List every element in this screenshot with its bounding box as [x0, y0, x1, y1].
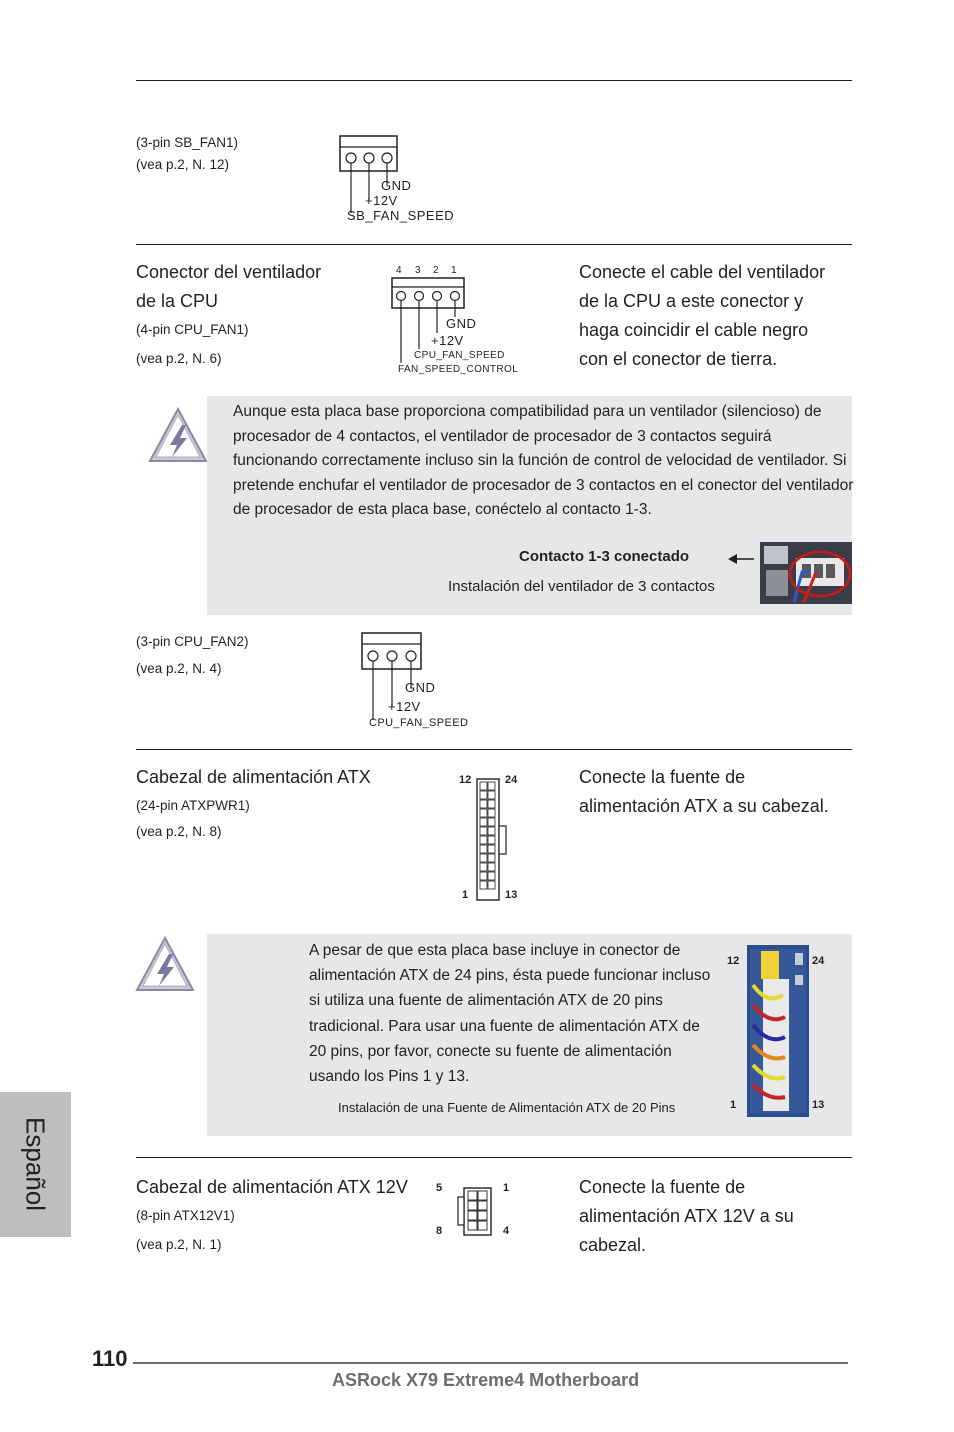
atx-pin-cell: [480, 800, 487, 808]
atx12v-desc-line: alimentación ATX 12V a su: [579, 1206, 794, 1226]
atx12v-pin-cell: [468, 1211, 477, 1220]
atx-pin-cell: [480, 872, 487, 880]
note-atx-pin-24: 24: [812, 955, 825, 967]
atx-pin-cell: [480, 809, 487, 817]
atx12v-8pin-diagram: [455, 1187, 495, 1237]
footer-rule: [133, 1362, 848, 1364]
cpu-fan1-gnd-label: GND: [446, 316, 477, 331]
atx12v-description: [579, 1173, 794, 1260]
note-fan-text: Aunque esta placa base proporciona compatibilidad para un ventilador (silencioso) de procesador de 4 contactos, el ventilador de procesador de 3 contactos seguirá funcionando correctamente incluso sin la función de control de velocidad de ventilador. Si pretende enchufar el ventilador de procesador de 3 contactos en el conector del ventilador de procesador de esta placa base, conéctelo al contacto 1-3.: [233, 403, 854, 518]
atx-pin-cell: [480, 881, 487, 889]
atx12v-desc-line: cabezal.: [579, 1235, 647, 1255]
atx-pin-cell: [488, 809, 495, 817]
page-number: 110: [92, 1346, 128, 1371]
atx-title: Cabezal de alimentación ATX: [136, 767, 371, 787]
atx12v-ref: (vea p.2, N. 1): [136, 1237, 222, 1252]
language-side-tab: [0, 1092, 71, 1237]
atx12v-pin-cell: [478, 1211, 487, 1220]
note-atx-pin-12: 12: [727, 955, 740, 967]
atx-pin-cell: [488, 836, 495, 844]
atx-desc-line: Conecte la fuente de: [579, 767, 746, 787]
arrow-left-icon: [726, 552, 756, 566]
atx-pin-cell: [488, 854, 495, 862]
cpu-fan1-desc-line: haga coincidir el cable negro: [579, 320, 809, 340]
atx-pin-cell: [488, 827, 495, 835]
atx-pin-cell: [488, 800, 495, 808]
cpu-fan2-gnd-label: GND: [405, 680, 436, 695]
cpu-fan1-speed-control-label: FAN_SPEED_CONTROL: [398, 364, 519, 375]
atx-pin-cell: [488, 818, 495, 826]
cpu-fan1-pin-4: 4: [396, 265, 402, 276]
note-atx-text: A pesar de que esta placa base incluye in conector de alimentación ATX de 24 pins, ésta puede funcionar incluso si utiliza una fuente de alimentación ATX de 20 pins tradicional. Para usar una fuente de alimentación ATX de 20 pins, por favor, conecte su fuente de alimentación usando los Pins 1 y 13.: [309, 942, 711, 1086]
sb-fan-ref: (vea p.2, N. 12): [136, 157, 230, 172]
cpu-fan2-speed-label: CPU_FAN_SPEED: [369, 717, 469, 729]
fan-install-photo: [760, 542, 852, 604]
atx-desc-line: alimentación ATX a su cabezal.: [579, 796, 829, 816]
cpu-fan1-title-line2: de la CPU: [136, 291, 219, 311]
atx-pin-24: 24: [505, 774, 518, 786]
cpu-fan1-spec: (4-pin CPU_FAN1): [136, 322, 249, 337]
atx-pin-cell: [480, 863, 487, 871]
cpu-fan1-pin-1: 1: [451, 265, 457, 276]
atx12v-title: Cabezal de alimentación ATX 12V: [136, 1177, 408, 1197]
cpu-fan2-spec: (3-pin CPU_FAN2): [136, 634, 249, 649]
atx12v-pin-cell: [468, 1221, 477, 1230]
atx-pin-cell: [480, 782, 487, 790]
cpu-fan2-ref: (vea p.2, N. 4): [136, 661, 222, 676]
atx-pin-cell: [488, 791, 495, 799]
atx-pin-cell: [480, 845, 487, 853]
cpu-fan1-ref: (vea p.2, N. 6): [136, 351, 222, 366]
atx-pin-cell: [488, 782, 495, 790]
note-atx-pin-1: 1: [730, 1099, 737, 1111]
atx-pin-cell: [480, 827, 487, 835]
atx12v-pin-1: 1: [503, 1182, 510, 1194]
atx-ref: (vea p.2, N. 8): [136, 824, 222, 839]
cpu-fan1-title-line1: Conector del ventilador: [136, 262, 322, 282]
atx-24pin-diagram: [476, 778, 512, 902]
cpu-fan1-pin-2: 2: [433, 265, 439, 276]
sb-fan-speed-label: SB_FAN_SPEED: [347, 208, 455, 223]
note-atx-pin-13: 13: [812, 1099, 825, 1111]
atx12v-pin-cell: [468, 1191, 477, 1200]
cpu-fan2-12v-label: +12V: [388, 699, 421, 714]
atx12v-pin-cell: [478, 1191, 487, 1200]
atx12v-pin-cell: [478, 1201, 487, 1210]
language-side-tab-label: Español: [20, 1117, 51, 1211]
divider: [136, 1157, 852, 1158]
atx-pin-cell: [480, 818, 487, 826]
atx-pin-cell: [488, 863, 495, 871]
atx12v-pin-cell: [478, 1221, 487, 1230]
cpu-fan1-desc-line: Conecte el cable del ventilador: [579, 262, 826, 282]
sb-fan-gnd-label: GND: [381, 178, 412, 193]
atx-pin-13: 13: [505, 889, 518, 901]
atx12v-spec: (8-pin ATX12V1): [136, 1208, 235, 1223]
atx-pin-cell: [488, 845, 495, 853]
note-fan-callout: Contacto 1-3 conectado: [519, 548, 690, 565]
sb-fan-spec: (3-pin SB_FAN1): [136, 135, 239, 150]
note-fan-caption: Instalación del ventilador de 3 contactos: [448, 578, 715, 595]
cpu-fan1-desc-line: de la CPU a este conector y: [579, 291, 804, 311]
atx12v-pin-5: 5: [436, 1182, 443, 1194]
divider: [136, 244, 852, 245]
atx-pin-cell: [480, 854, 487, 862]
top-rule: [136, 80, 852, 81]
note-atx-caption: Instalación de una Fuente de Alimentación ATX de 20 Pins: [338, 1100, 676, 1115]
warning-icon: [133, 934, 197, 994]
cpu-fan1-12v-label: +12V: [431, 333, 464, 348]
atx12v-pin-8: 8: [436, 1225, 443, 1237]
atx-pin-cell: [488, 872, 495, 880]
cpu-fan1-description: [579, 258, 825, 374]
footer-title: ASRock X79 Extreme4 Motherboard: [332, 1370, 640, 1390]
atx-20pin-install-photo: [747, 945, 809, 1117]
atx-pin-cell: [480, 791, 487, 799]
warning-icon: [146, 405, 210, 465]
atx12v-desc-line: Conecte la fuente de: [579, 1177, 746, 1197]
atx12v-pin-cell: [468, 1201, 477, 1210]
cpu-fan1-pin-3: 3: [415, 265, 421, 276]
sb-fan-12v-label: +12V: [365, 193, 398, 208]
atx-pin-1: 1: [462, 889, 469, 901]
cpu-fan1-speed-label: CPU_FAN_SPEED: [414, 350, 505, 361]
atx-spec: (24-pin ATXPWR1): [136, 798, 250, 813]
divider: [136, 749, 852, 750]
atx-pin-12: 12: [459, 774, 472, 786]
atx-pin-cell: [480, 836, 487, 844]
cpu-fan1-desc-line: con el conector de tierra.: [579, 349, 778, 369]
atx-pin-cell: [488, 881, 495, 889]
atx12v-pin-4: 4: [503, 1225, 510, 1237]
cpu-fan1-title: [136, 258, 321, 316]
atx-description: [579, 763, 829, 821]
